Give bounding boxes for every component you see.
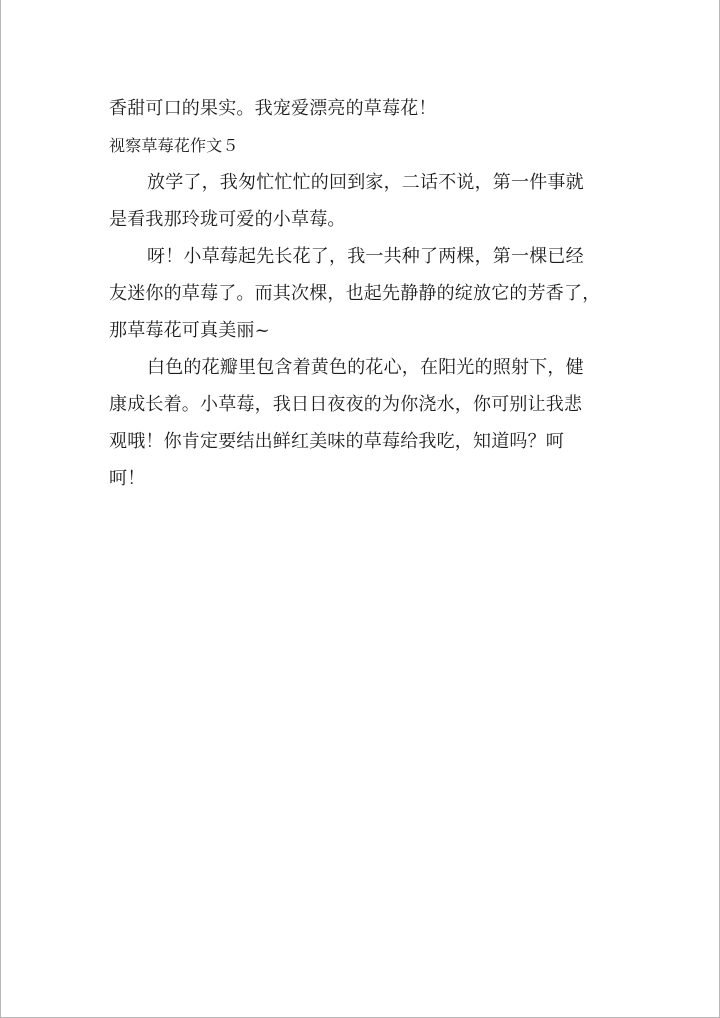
text-line: 是看我那玲珑可爱的小草莓。 <box>109 209 346 230</box>
paragraph-first-line: 放学了，我匆忙忙忙的回到家，二话不说，第一件事就 <box>147 172 584 193</box>
text-line: 呵！ <box>109 468 146 489</box>
paragraph-first-line: 白色的花瓣里包含着黄色的花心，在阳光的照射下，健 <box>147 357 584 378</box>
text-line: 香甜可口的果实。我宠爱漂亮的草莓花！ <box>109 98 437 119</box>
document-body <box>109 90 609 497</box>
text-line: 那草莓花可真美丽~ <box>109 320 270 341</box>
text-line: 友迷你的草莓了。而其次棵，也起先静静的绽放它的芳香了， <box>109 283 601 304</box>
text-line: 康成长着。小草莓，我日日夜夜的为你浇水，你可别让我悲 <box>109 394 583 415</box>
paragraph-first-line: 呀！小草莓起先长花了，我一共种了两棵，第一棵已经 <box>147 246 584 267</box>
essay-title: 视察草莓花作文５ <box>109 136 239 155</box>
text-line: 观哦！你肯定要结出鲜红美味的草莓给我吃，知道吗？呵 <box>109 431 564 452</box>
